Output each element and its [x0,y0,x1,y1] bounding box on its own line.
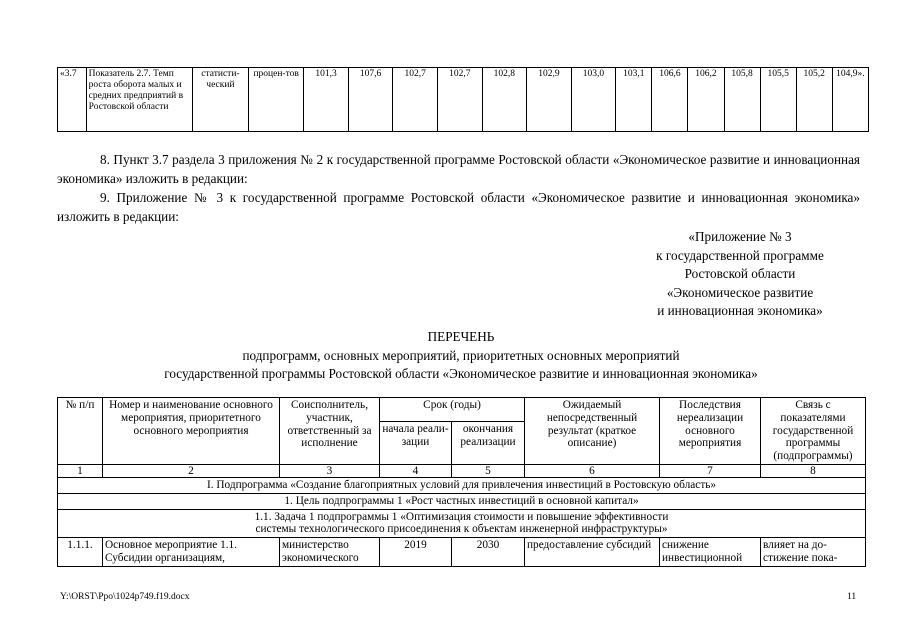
header-executor: Соисполнитель, участник, ответственный за исполнение [280,398,380,465]
header-result: Ожидаемый непосредственный результат (краткое описание) [525,398,660,465]
header-consequences: Последствия нереализации основного мероприятия [660,398,761,465]
value-cell: 105,5 [760,68,796,132]
value-cell: 102,8 [482,68,527,132]
measures-table [57,397,866,567]
measure-start: 2019 [380,538,452,567]
header-name: Номер и наименование основного мероприятия, приоритетного основного мероприятия [103,398,280,465]
file-path: Y:\ORST\Ppo\1024p749.f19.docx [60,592,190,602]
paragraph-9: 9. Приложение № 3 к государственной программе Ростовской области «Экономическое развитие и инновационная экономика» изложить в редакции: [57,190,860,224]
table-row [58,68,869,132]
paragraph-8: 8. Пункт 3.7 раздела 3 приложения № 2 к государственной программе Ростовской области «Экономическое развитие и инновационная экономика» изложить в редакции: [57,152,860,186]
row-number: «3.7 [58,68,87,132]
value-cell: 106,2 [688,68,724,132]
measure-executor: министерство экономического [280,538,380,567]
indicator-unit: процен-тов [249,68,304,132]
header-end: окончания реализации [452,421,525,464]
indicator-table [57,67,869,132]
measure-result: предоставление субсидий [525,538,660,567]
indicator-type: статисти-ческий [192,68,248,132]
value-cell: 103,0 [571,68,616,132]
document-title: ПЕРЕЧЕНЬ [427,329,495,344]
measure-end: 2030 [452,538,525,567]
table-row [58,538,866,567]
value-cell: 101,3 [304,68,349,132]
value-cell: 102,9 [527,68,572,132]
document-subtitle-line1: подпрограмм, основных мероприятий, приоритетных основных мероприятий [242,348,680,363]
measure-consequences: снижение инвестиционной [660,538,761,567]
column-numbers-row: 1 2 3 4 5 6 7 8 [58,464,866,477]
appendix-heading: «Приложение № 3 к государственной программе Ростовской области «Экономическое развитие и инновационная экономика» [656,229,824,318]
value-cell: 106,6 [652,68,688,132]
value-cell: 102,7 [393,68,438,132]
value-cell: 107,6 [348,68,393,132]
goal-row: 1. Цель подпрограммы 1 «Рост частных инвестиций в основной капитал» [58,493,866,509]
indicator-name: Показатель 2.7. Темп роста оборота малых и средних предприятий в Ростовской области [86,68,192,132]
header-link: Связь с показателями государственной программы (подпрограммы) [761,398,866,465]
document-subtitle-line2: государственной программы Ростовской области «Экономическое развитие и инновационная экономика» [164,366,758,381]
measure-name: Основное мероприятие 1.1. Субсидии организациям, [103,538,280,567]
value-cell: 103,1 [616,68,652,132]
header-start: начала реали-зации [380,421,452,464]
value-cell: 105,2 [796,68,832,132]
header-term: Срок (годы) [380,398,525,422]
row-number: 1.1.1. [58,538,103,567]
page-number: 11 [847,592,857,602]
section-row: I. Подпрограмма «Создание благоприятных условий для привлечения инвестиций в Ростовскую область» [58,477,866,493]
value-cell: 104,9». [832,68,868,132]
header-num: № п/п [58,398,103,465]
task-row: 1.1. Задача 1 подпрограммы 1 «Оптимизация стоимости и повышение эффективности системы технологического присоединения к объектам инженерной инфраструктуры» [58,509,866,538]
value-cell: 102,7 [437,68,482,132]
value-cell: 105,8 [724,68,760,132]
table-header-row [58,398,866,422]
measure-link: влияет на до-стижение пока- [761,538,866,567]
